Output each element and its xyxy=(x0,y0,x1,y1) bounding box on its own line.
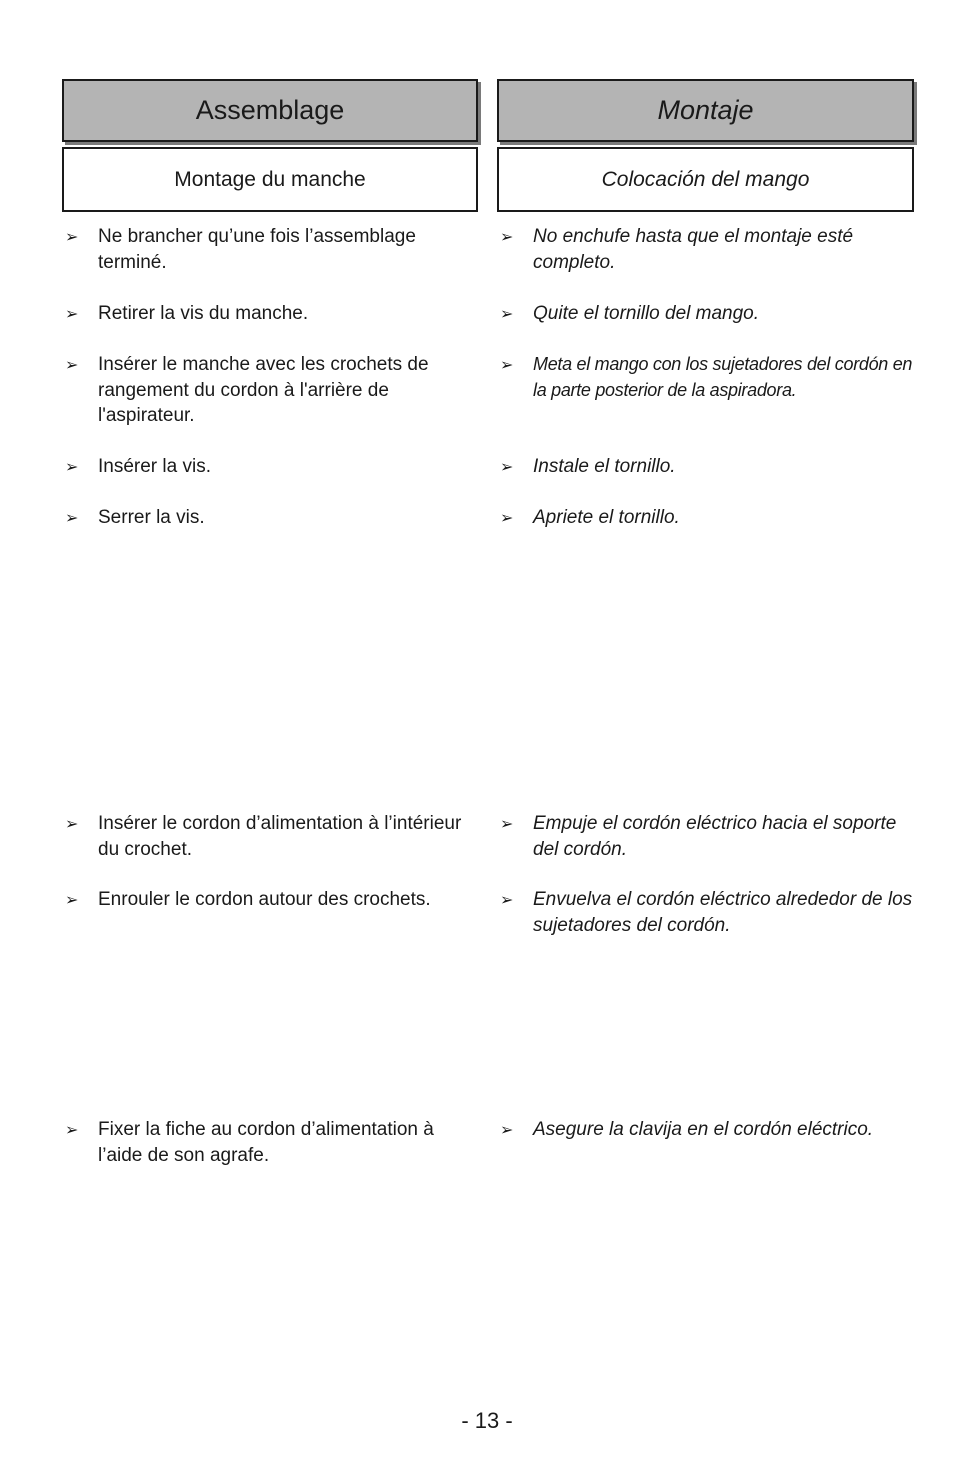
instruction-text: Instale el tornillo. xyxy=(533,456,676,477)
instruction-text: Retirer la vis du manche. xyxy=(98,303,309,324)
arrow-bullet-icon: ➢ xyxy=(500,508,514,527)
subsection-title-french: Montage du manche xyxy=(174,167,366,191)
instruction-item xyxy=(62,887,478,913)
arrow-bullet-icon: ➢ xyxy=(500,1120,514,1139)
arrow-bullet-icon: ➢ xyxy=(65,508,79,527)
instruction-item xyxy=(497,887,914,938)
page-number: - 13 - xyxy=(461,1408,513,1433)
instruction-item xyxy=(62,454,478,480)
instruction-text: Meta el mango con los sujetadores del cordón en la parte posterior de la aspiradora. xyxy=(533,354,913,400)
instruction-text: Insérer le cordon d’alimentation à l’intérieur du crochet. xyxy=(98,813,462,860)
section-header-spanish xyxy=(497,79,914,142)
arrow-bullet-icon: ➢ xyxy=(65,1120,79,1139)
instruction-item xyxy=(497,224,914,275)
instruction-item xyxy=(497,301,914,327)
instruction-item xyxy=(62,1117,478,1168)
instruction-item xyxy=(497,505,914,531)
instruction-item xyxy=(497,1117,914,1143)
instruction-text: Apriete el tornillo. xyxy=(533,507,680,528)
subsection-header-spanish xyxy=(497,147,914,212)
instruction-text: Envuelva el cordón eléctrico alrededor de los sujetadores del cordón. xyxy=(533,889,913,936)
arrow-bullet-icon: ➢ xyxy=(65,890,79,909)
instruction-item xyxy=(497,454,914,480)
arrow-bullet-icon: ➢ xyxy=(65,355,79,374)
section-header-french xyxy=(62,79,478,142)
instruction-text: Ne brancher qu’une fois l’assemblage terminé. xyxy=(98,226,416,273)
arrow-bullet-icon: ➢ xyxy=(500,355,514,374)
arrow-bullet-icon: ➢ xyxy=(500,304,514,323)
instruction-item xyxy=(62,301,478,327)
instruction-text: No enchufe hasta que el montaje esté completo. xyxy=(533,226,854,273)
arrow-bullet-icon: ➢ xyxy=(65,227,79,246)
instruction-text: Quite el tornillo del mango. xyxy=(533,303,760,324)
instruction-text: Asegure la clavija en el cordón eléctrico. xyxy=(533,1119,874,1140)
arrow-bullet-icon: ➢ xyxy=(500,814,514,833)
section-title-spanish: Montaje xyxy=(657,95,754,125)
arrow-bullet-icon: ➢ xyxy=(65,457,79,476)
subsection-title-spanish: Colocación del mango xyxy=(601,167,810,191)
instruction-item xyxy=(62,352,478,429)
section-title-french: Assemblage xyxy=(195,95,345,125)
instruction-text: Empuje el cordón eléctrico hacia el soporte del cordón. xyxy=(533,813,897,860)
subsection-header-french xyxy=(62,147,478,212)
instruction-item xyxy=(62,505,478,531)
instruction-text: Insérer le manche avec les crochets de rangement du cordon à l'arrière de l'aspirateur. xyxy=(98,354,429,426)
arrow-bullet-icon: ➢ xyxy=(500,890,514,909)
instruction-text: Fixer la fiche au cordon d’alimentation à l’aide de son agrafe. xyxy=(98,1119,434,1166)
instruction-item xyxy=(497,811,914,862)
instruction-item xyxy=(62,811,478,862)
instruction-text: Serrer la vis. xyxy=(98,507,205,528)
arrow-bullet-icon: ➢ xyxy=(65,304,79,323)
instruction-item xyxy=(497,352,914,403)
instruction-text: Enrouler le cordon autour des crochets. xyxy=(98,889,431,910)
arrow-bullet-icon: ➢ xyxy=(500,227,514,246)
instruction-item xyxy=(62,224,478,275)
arrow-bullet-icon: ➢ xyxy=(65,814,79,833)
arrow-bullet-icon: ➢ xyxy=(500,457,514,476)
instruction-text: Insérer la vis. xyxy=(98,456,211,477)
